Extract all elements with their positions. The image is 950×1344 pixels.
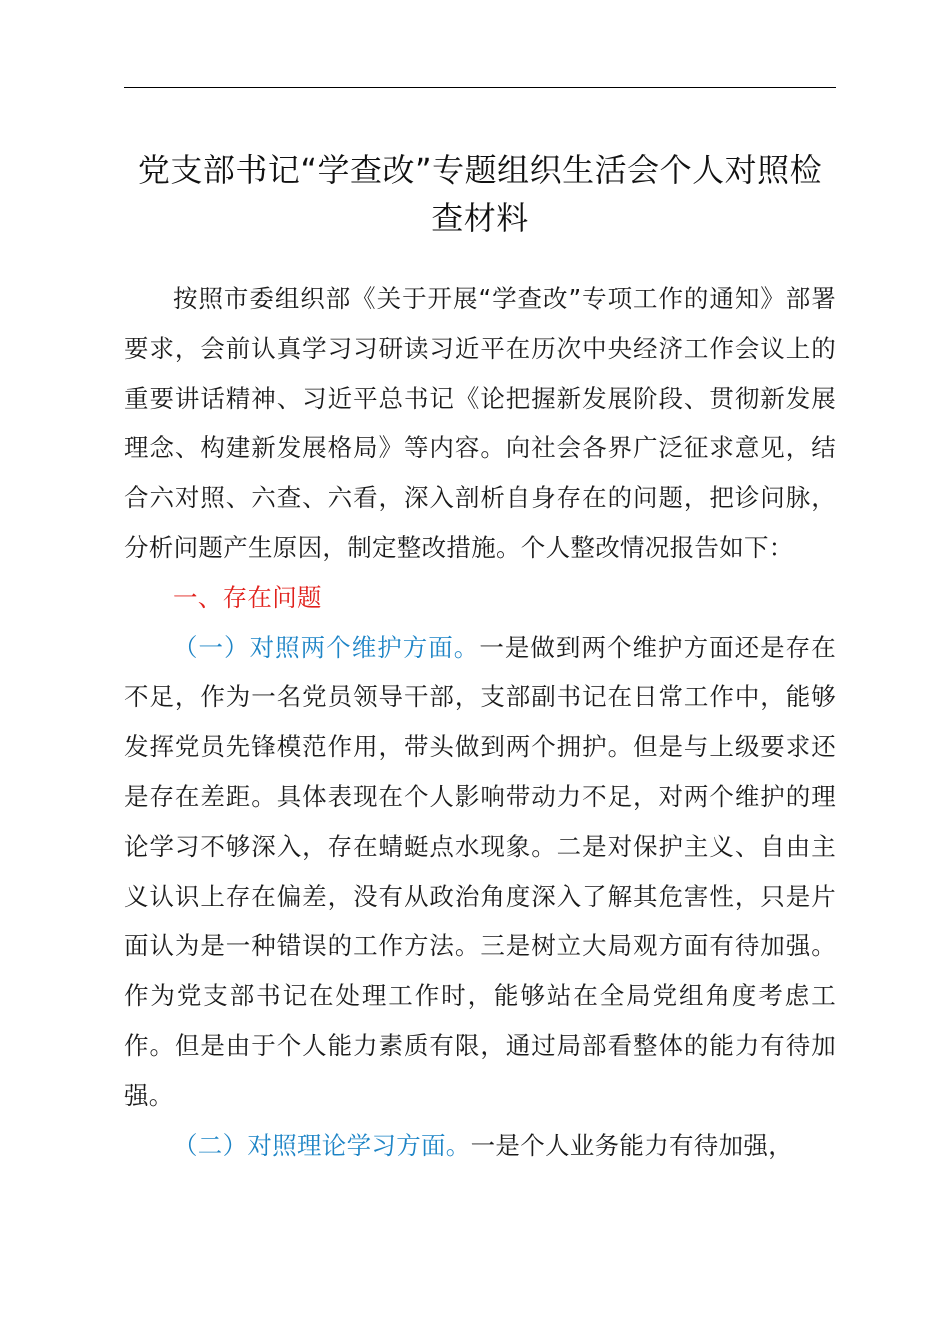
item-paragraph-1 (124, 623, 836, 1121)
item-paragraph-2 (124, 1121, 836, 1171)
header-rule (124, 87, 836, 88)
item-1-text: 一是做到两个维护方面还是存在不足，作为一名党员领导干部，支部副书记在日常工作中，能够发挥党员先锋模范作用，带头做到两个拥护。但是与上级要求还是存在差距。具体表现在个人影响带动力不足，对两个维护的理论学习不够深入，存在蜻蜓点水现象。二是对保护主义、自由主义认识上存在偏差，没有从政治角度深入了解其危害性，只是片面认为是一种错误的工作方法。三是树立大局观方面有待加强。作为党支部书记在处理工作时，能够站在全局党组角度考虑工作。但是由于个人能力素质有限，通过局部看整体的能力有待加强。 (124, 632, 836, 1110)
intro-paragraph: 按照市委组织部《关于开展“学查改”专项工作的通知》部署要求，会前认真学习习研读习近平在历次中央经济工作会议上的重要讲话精神、习近平总书记《论把握新发展阶段、贯彻新发展理念、构建新发展格局》等内容。向社会各界广泛征求意见，结合六对照、六查、六看，深入剖析自身存在的问题，把诊问脉，分析问题产生原因，制定整改措施。个人整改情况报告如下： (124, 284, 836, 562)
item-1-lead: （一）对照两个维护方面。 (173, 632, 480, 662)
item-2-lead: （二）对照理论学习方面。 (173, 1130, 471, 1160)
section-heading-problems: 一、存在问题 (173, 582, 322, 612)
document-title: 党支部书记“学查改”专题组织生活会个人对照检查材料 (137, 151, 823, 237)
item-2-text: 一是个人业务能力有待加强， (470, 1130, 794, 1160)
document-body (124, 274, 836, 1170)
